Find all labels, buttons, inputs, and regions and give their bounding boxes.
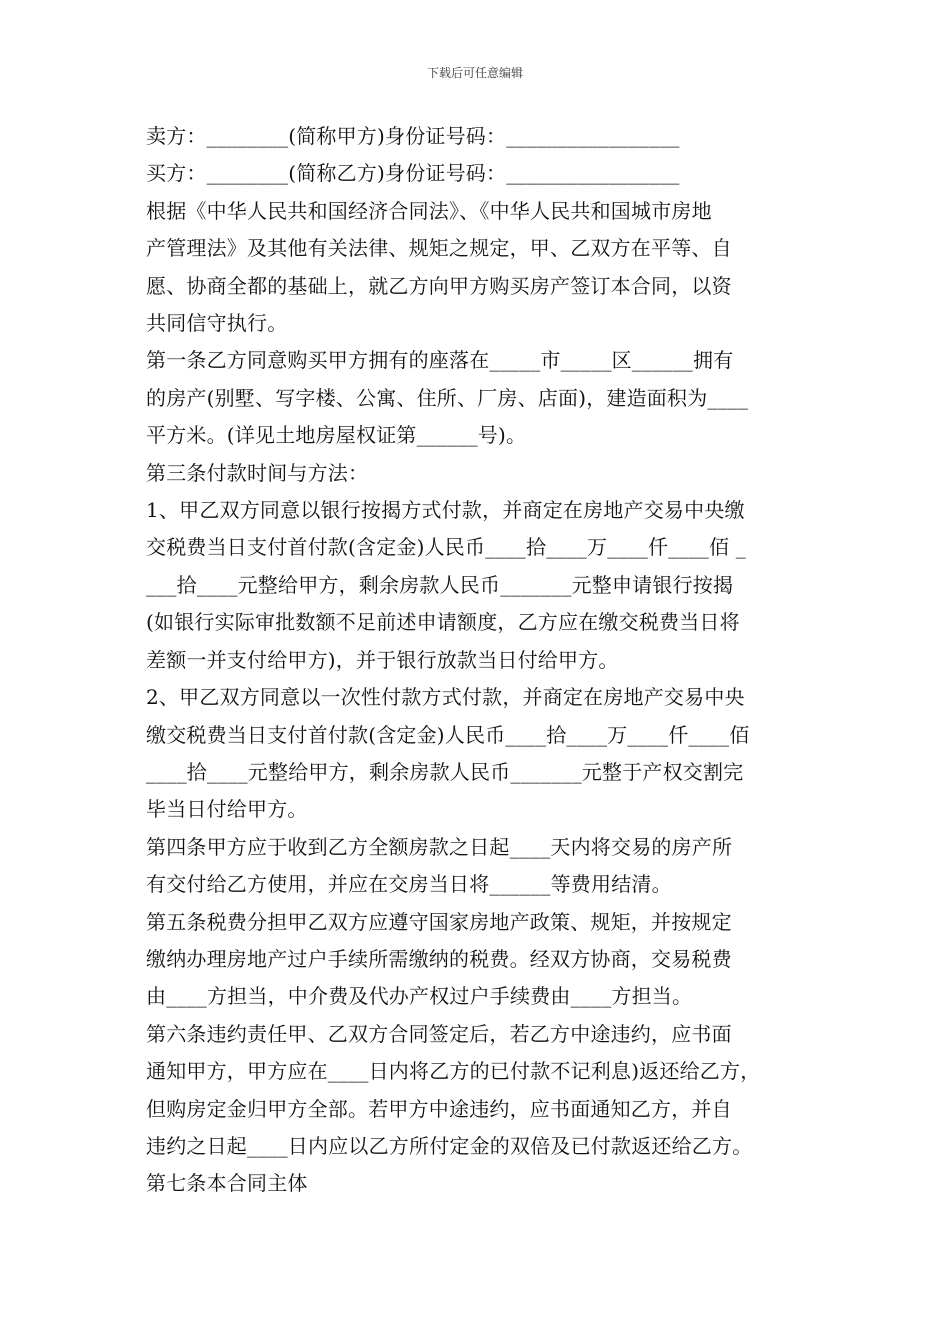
text-line: 第一条乙方同意购买甲方拥有的座落在_____市_____区______拥有 <box>146 348 734 373</box>
text-line: (如银行实际审批数额不足前述申请额度，乙方应在缴交税费当日将 <box>146 610 740 635</box>
text-line: 第四条甲方应于收到乙方全额房款之日起____天内将交易的房产所 <box>146 834 733 859</box>
text-line: ____拾____元整给甲方，剩余房款人民币_______元整于产权交割完 <box>146 759 744 784</box>
section-heading: 第三条付款时间与方法： <box>146 460 369 485</box>
text-line: ___拾____元整给甲方，剩余房款人民币_______元整申请银行按揭 <box>146 572 734 597</box>
seller-line: 卖方：________(简称甲方)身份证号码：_________________ <box>146 124 680 148</box>
text-line: 差额一并支付给甲方)，并于银行放款当日付给甲方。 <box>146 647 619 672</box>
text-line: 但购房定金归甲方全部。若甲方中途违约，应书面通知乙方，并自 <box>146 1096 732 1121</box>
text-line: 交税费当日支付首付款(含定金)人民币____拾____万____仟____佰 _ <box>146 535 746 560</box>
buyer-line: 买方：________(简称乙方)身份证号码：_________________ <box>146 161 680 186</box>
text-line: 第六条违约责任甲、乙双方合同签定后，若乙方中途违约，应书面 <box>146 1021 732 1046</box>
contract-body <box>146 118 808 1203</box>
text-line: 通知甲方，甲方应在____日内将乙方的已付款不记利息)返还给乙方， <box>146 1059 761 1084</box>
text-line: 缴纳办理房地产过户手续所需缴纳的税费。经双方协商，交易税费 <box>146 946 732 971</box>
text-line: 由____方担当，中介费及代办产权过户手续费由____方担当。 <box>146 984 693 1009</box>
text-line: 的房产(别墅、写字楼、公寓、住所、厂房、店面)，建造面积为____ <box>146 385 749 410</box>
text-line: 根据《中华人民共和国经济合同法》、《中华人民共和国城市房地 <box>146 198 712 223</box>
text-line: 有交付给乙方使用，并应在交房当日将______等费用结清。 <box>146 872 672 897</box>
text-line: 平方米。(详见土地房屋权证第______号)。 <box>146 423 527 448</box>
text-line: 2、甲乙双方同意以一次性付款方式付款，并商定在房地产交易中央 <box>146 685 745 710</box>
text-line: 愿、协商全都的基础上，就乙方向甲方购买房产签订本合同，以资 <box>146 273 732 298</box>
page-header-note: 下载后可任意编辑 <box>426 66 523 80</box>
text-line: 1、甲乙双方同意以银行按揭方式付款，并商定在房地产交易中央缴 <box>146 498 745 523</box>
text-line: 违约之日起____日内应以乙方所付定金的双倍及已付款返还给乙方。 <box>146 1133 753 1158</box>
text-line: 产管理法》及其他有关法律、规矩之规定，甲、乙双方在平等、自 <box>146 236 732 261</box>
text-line: 共同信守执行。 <box>146 311 288 336</box>
section-heading: 第七条本合同主体 <box>146 1171 308 1196</box>
text-line: 毕当日付给甲方。 <box>146 797 308 822</box>
text-line: 缴交税费当日支付首付款(含定金)人民币____拾____万____仟____佰 <box>146 722 750 747</box>
text-line: 第五条税费分担甲乙双方应遵守国家房地产政策、规矩，并按规定 <box>146 909 732 934</box>
